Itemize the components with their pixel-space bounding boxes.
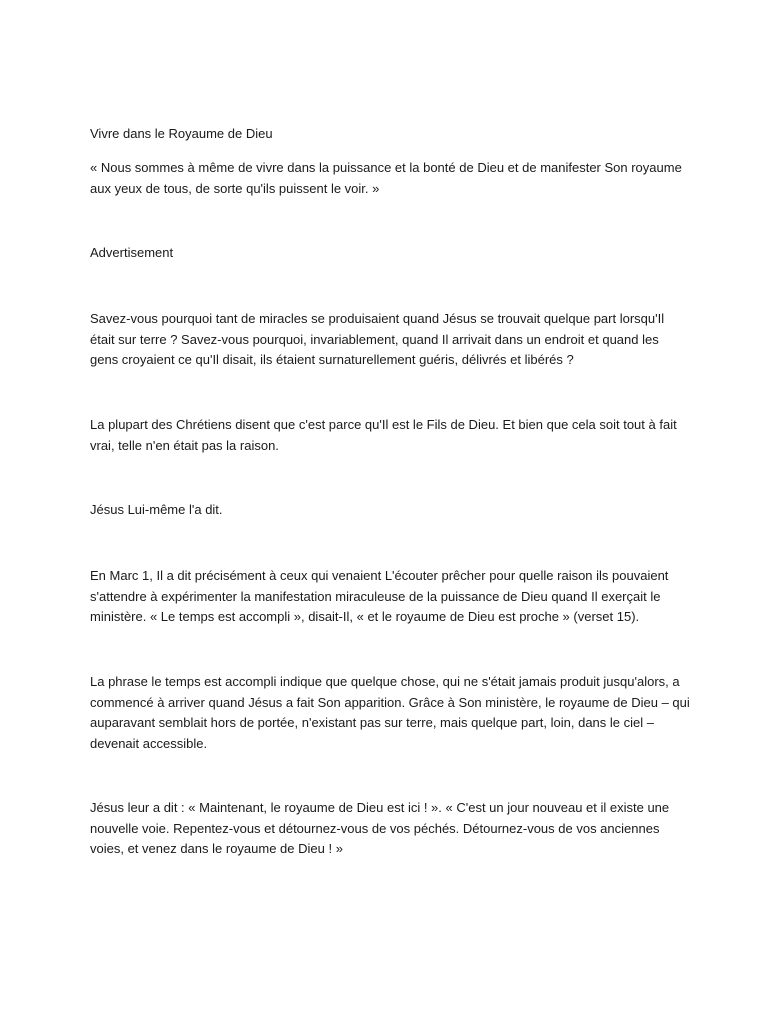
paragraph-5: La phrase le temps est accompli indique que quelque chose, qui ne s'était jamais produit jusqu'alors, a commencé à arriver quand Jésus a fait Son apparition. Grâce à Son ministère, le royaume de Dieu – qui auparavant semblait hors de portée, n'existant pas sur terre, mais quelque part, loin, dans le ciel – devenait accessible. bbox=[90, 674, 690, 751]
paragraph-1: Savez-vous pourquoi tant de miracles se produisaient quand Jésus se trouvait quelque part lorsqu'Il était sur terre ? Savez-vous pourquoi, invariablement, quand Il arrivait dans un endroit et quand les gens croyaient ce qu'Il disait, ils étaient surnaturellement guéris, délivrés et libérés ? bbox=[90, 311, 665, 367]
intro-quote: « Nous sommes à même de vivre dans la puissance et la bonté de Dieu et de manifester Son royaume aux yeux de tous, de sorte qu'ils puissent le voir. » bbox=[90, 160, 682, 196]
paragraph-6: Jésus leur a dit : « Maintenant, le royaume de Dieu est ici ! ». « C'est un jour nouveau et il existe une nouvelle voie. Repentez-vous et détournez-vous de vos péchés. Détournez-vous de vos anciennes voies, et venez dans le royaume de Dieu ! » bbox=[90, 800, 670, 856]
advertisement-label: Advertisement bbox=[90, 245, 174, 260]
paragraph-3: Jésus Lui-même l'a dit. bbox=[90, 502, 223, 517]
document-title: Vivre dans le Royaume de Dieu bbox=[90, 126, 273, 141]
paragraph-4: En Marc 1, Il a dit précisément à ceux qui venaient L'écouter prêcher pour quelle raison ils pouvaient s'attendre à expérimenter la manifestation miraculeuse de la puissance de Dieu quand Il exerçait le ministère. « Le temps est accompli », disait-Il, « et le royaume de Dieu est proche » (verset 15). bbox=[90, 568, 669, 624]
paragraph-2: La plupart des Chrétiens disent que c'est parce qu'Il est le Fils de Dieu. Et bien que cela soit tout à fait vrai, telle n'en était pas la raison. bbox=[90, 417, 677, 453]
